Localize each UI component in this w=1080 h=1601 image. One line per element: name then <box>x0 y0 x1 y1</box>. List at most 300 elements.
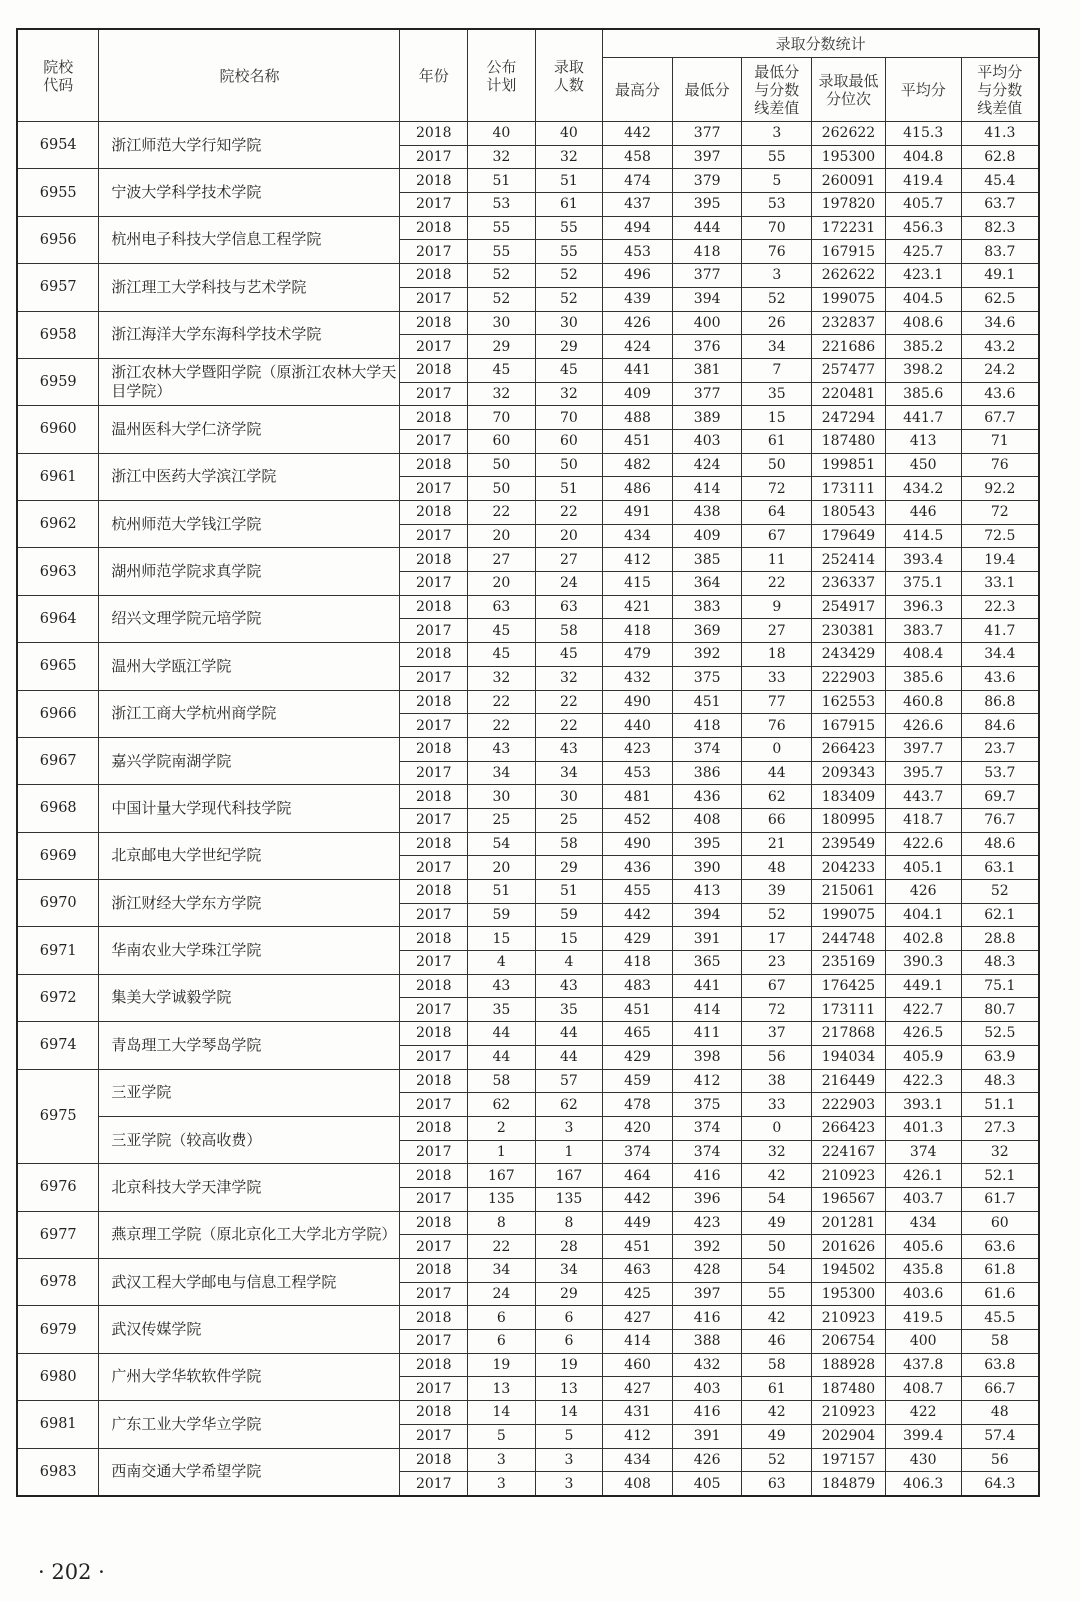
min-diff-cell: 63 <box>742 1472 812 1496</box>
min-score-cell: 395 <box>672 193 742 217</box>
school-code: 6959 <box>17 358 99 405</box>
min-rank-cell: 262622 <box>812 264 886 288</box>
table-row <box>17 406 1039 430</box>
min-diff-cell: 42 <box>742 1401 812 1425</box>
avg-score-cell: 375.1 <box>885 572 961 596</box>
min-score-cell: 392 <box>672 1235 742 1259</box>
avg-score-cell: 405.1 <box>885 856 961 880</box>
table-row <box>17 122 1039 146</box>
min-score-cell: 414 <box>672 477 742 501</box>
avg-score-cell: 385.6 <box>885 382 961 406</box>
min-score-cell: 377 <box>672 382 742 406</box>
min-score-cell: 390 <box>672 856 742 880</box>
school-code: 6954 <box>17 122 99 169</box>
min-rank-cell: 162553 <box>812 690 886 714</box>
plan-cell: 22 <box>468 714 536 738</box>
min-diff-cell: 76 <box>742 714 812 738</box>
min-rank-cell: 197157 <box>812 1448 886 1472</box>
avg-diff-cell: 63.1 <box>961 856 1039 880</box>
max-score-cell: 434 <box>603 524 673 548</box>
school-code: 6965 <box>17 643 99 690</box>
max-score-cell: 424 <box>603 335 673 359</box>
admitted-cell: 135 <box>535 1187 603 1211</box>
year-cell: 2017 <box>400 1045 468 1069</box>
avg-diff-cell: 92.2 <box>961 477 1039 501</box>
min-rank-cell: 187480 <box>812 429 886 453</box>
min-score-cell: 376 <box>672 335 742 359</box>
min-diff-cell: 23 <box>742 951 812 975</box>
avg-score-cell: 456.3 <box>885 216 961 240</box>
year-cell: 2017 <box>400 1472 468 1496</box>
max-score-cell: 453 <box>603 240 673 264</box>
avg-score-cell: 403.7 <box>885 1187 961 1211</box>
max-score-cell: 427 <box>603 1377 673 1401</box>
min-score-cell: 424 <box>672 453 742 477</box>
min-rank-cell: 167915 <box>812 714 886 738</box>
school-name: 青岛理工大学琴岛学院 <box>99 1022 400 1069</box>
avg-diff-cell: 69.7 <box>961 785 1039 809</box>
header-name: 院校名称 <box>99 29 400 122</box>
school-code: 6972 <box>17 974 99 1021</box>
plan-cell: 5 <box>468 1424 536 1448</box>
admitted-cell: 20 <box>535 524 603 548</box>
year-cell: 2017 <box>400 714 468 738</box>
table-row <box>17 311 1039 335</box>
min-score-cell: 369 <box>672 619 742 643</box>
avg-score-cell: 408.4 <box>885 643 961 667</box>
max-score-cell: 459 <box>603 1069 673 1093</box>
school-name: 绍兴文理学院元培学院 <box>99 595 400 642</box>
max-score-cell: 426 <box>603 311 673 335</box>
plan-cell: 43 <box>468 974 536 998</box>
min-diff-cell: 77 <box>742 690 812 714</box>
avg-diff-cell: 83.7 <box>961 240 1039 264</box>
admitted-cell: 34 <box>535 761 603 785</box>
school-name: 武汉工程大学邮电与信息工程学院 <box>99 1259 400 1306</box>
min-rank-cell: 206754 <box>812 1330 886 1354</box>
year-cell: 2017 <box>400 240 468 264</box>
avg-diff-cell: 63.9 <box>961 1045 1039 1069</box>
school-code: 6964 <box>17 595 99 642</box>
min-rank-cell: 199075 <box>812 287 886 311</box>
admitted-cell: 61 <box>535 193 603 217</box>
avg-diff-cell: 60 <box>961 1211 1039 1235</box>
min-score-cell: 423 <box>672 1211 742 1235</box>
avg-score-cell: 418.7 <box>885 808 961 832</box>
plan-cell: 54 <box>468 832 536 856</box>
min-rank-cell: 230381 <box>812 619 886 643</box>
table-row <box>17 1259 1039 1283</box>
max-score-cell: 451 <box>603 998 673 1022</box>
plan-cell: 53 <box>468 193 536 217</box>
admitted-cell: 63 <box>535 595 603 619</box>
year-cell: 2018 <box>400 406 468 430</box>
plan-cell: 22 <box>468 1235 536 1259</box>
min-rank-cell: 220481 <box>812 382 886 406</box>
min-diff-cell: 72 <box>742 477 812 501</box>
avg-score-cell: 408.6 <box>885 311 961 335</box>
plan-cell: 55 <box>468 216 536 240</box>
avg-diff-cell: 43.6 <box>961 382 1039 406</box>
year-cell: 2017 <box>400 429 468 453</box>
min-diff-cell: 27 <box>742 619 812 643</box>
plan-cell: 51 <box>468 169 536 193</box>
avg-diff-cell: 23.7 <box>961 737 1039 761</box>
avg-score-cell: 426 <box>885 880 961 904</box>
year-cell: 2017 <box>400 808 468 832</box>
admitted-cell: 44 <box>535 1022 603 1046</box>
admitted-cell: 29 <box>535 856 603 880</box>
school-name: 北京科技大学天津学院 <box>99 1164 400 1211</box>
plan-cell: 40 <box>468 122 536 146</box>
avg-score-cell: 426.5 <box>885 1022 961 1046</box>
min-rank-cell: 194502 <box>812 1259 886 1283</box>
min-diff-cell: 67 <box>742 524 812 548</box>
max-score-cell: 436 <box>603 856 673 880</box>
avg-diff-cell: 57.4 <box>961 1424 1039 1448</box>
min-rank-cell: 180995 <box>812 808 886 832</box>
admitted-cell: 51 <box>535 477 603 501</box>
min-score-cell: 395 <box>672 832 742 856</box>
school-code: 6968 <box>17 785 99 832</box>
plan-cell: 32 <box>468 382 536 406</box>
min-diff-cell: 37 <box>742 1022 812 1046</box>
header-avg-diff: 平均分 与分数 线差值 <box>961 58 1039 122</box>
avg-score-cell: 403.6 <box>885 1282 961 1306</box>
min-rank-cell: 215061 <box>812 880 886 904</box>
plan-cell: 29 <box>468 335 536 359</box>
year-cell: 2017 <box>400 1235 468 1259</box>
table-row <box>17 548 1039 572</box>
avg-score-cell: 441.7 <box>885 406 961 430</box>
avg-score-cell: 385.2 <box>885 335 961 359</box>
min-diff-cell: 64 <box>742 501 812 525</box>
school-name: 三亚学院（较高收费） <box>99 1116 400 1163</box>
min-diff-cell: 55 <box>742 145 812 169</box>
plan-cell: 62 <box>468 1093 536 1117</box>
avg-diff-cell: 43.6 <box>961 666 1039 690</box>
school-name: 浙江中医药大学滨江学院 <box>99 453 400 500</box>
min-diff-cell: 33 <box>742 1093 812 1117</box>
min-score-cell: 436 <box>672 785 742 809</box>
min-rank-cell: 195300 <box>812 1282 886 1306</box>
min-score-cell: 379 <box>672 169 742 193</box>
admitted-cell: 29 <box>535 1282 603 1306</box>
max-score-cell: 412 <box>603 1424 673 1448</box>
plan-cell: 44 <box>468 1045 536 1069</box>
avg-diff-cell: 64.3 <box>961 1472 1039 1496</box>
min-diff-cell: 70 <box>742 216 812 240</box>
min-rank-cell: 222903 <box>812 1093 886 1117</box>
year-cell: 2018 <box>400 453 468 477</box>
max-score-cell: 420 <box>603 1116 673 1140</box>
min-rank-cell: 239549 <box>812 832 886 856</box>
avg-diff-cell: 63.7 <box>961 193 1039 217</box>
avg-score-cell: 405.6 <box>885 1235 961 1259</box>
min-diff-cell: 26 <box>742 311 812 335</box>
plan-cell: 20 <box>468 524 536 548</box>
school-name: 中国计量大学现代科技学院 <box>99 785 400 832</box>
school-name: 华南农业大学珠江学院 <box>99 927 400 974</box>
avg-diff-cell: 48.6 <box>961 832 1039 856</box>
year-cell: 2017 <box>400 666 468 690</box>
max-score-cell: 442 <box>603 903 673 927</box>
admitted-cell: 57 <box>535 1069 603 1093</box>
min-rank-cell: 221686 <box>812 335 886 359</box>
admitted-cell: 13 <box>535 1377 603 1401</box>
avg-score-cell: 434.2 <box>885 477 961 501</box>
min-score-cell: 409 <box>672 524 742 548</box>
max-score-cell: 496 <box>603 264 673 288</box>
year-cell: 2017 <box>400 903 468 927</box>
min-rank-cell: 262622 <box>812 122 886 146</box>
min-diff-cell: 34 <box>742 335 812 359</box>
min-rank-cell: 254917 <box>812 595 886 619</box>
admitted-cell: 30 <box>535 311 603 335</box>
avg-score-cell: 449.1 <box>885 974 961 998</box>
min-rank-cell: 184879 <box>812 1472 886 1496</box>
table-row <box>17 737 1039 761</box>
min-score-cell: 374 <box>672 737 742 761</box>
avg-diff-cell: 52.5 <box>961 1022 1039 1046</box>
min-score-cell: 408 <box>672 808 742 832</box>
school-name: 浙江财经大学东方学院 <box>99 880 400 927</box>
min-rank-cell: 183409 <box>812 785 886 809</box>
school-code: 6956 <box>17 216 99 263</box>
year-cell: 2018 <box>400 1164 468 1188</box>
min-rank-cell: 188928 <box>812 1353 886 1377</box>
min-score-cell: 428 <box>672 1259 742 1283</box>
max-score-cell: 418 <box>603 951 673 975</box>
school-name: 集美大学诚毅学院 <box>99 974 400 1021</box>
min-diff-cell: 50 <box>742 1235 812 1259</box>
admitted-cell: 55 <box>535 216 603 240</box>
min-diff-cell: 18 <box>742 643 812 667</box>
plan-cell: 44 <box>468 1022 536 1046</box>
school-code: 6976 <box>17 1164 99 1211</box>
min-rank-cell: 201626 <box>812 1235 886 1259</box>
min-diff-cell: 33 <box>742 666 812 690</box>
year-cell: 2017 <box>400 1377 468 1401</box>
table-row <box>17 453 1039 477</box>
max-score-cell: 429 <box>603 927 673 951</box>
admitted-cell: 3 <box>535 1448 603 1472</box>
max-score-cell: 451 <box>603 429 673 453</box>
avg-diff-cell: 71 <box>961 429 1039 453</box>
avg-score-cell: 406.3 <box>885 1472 961 1496</box>
min-diff-cell: 42 <box>742 1164 812 1188</box>
plan-cell: 6 <box>468 1330 536 1354</box>
max-score-cell: 429 <box>603 1045 673 1069</box>
year-cell: 2018 <box>400 690 468 714</box>
min-score-cell: 412 <box>672 1069 742 1093</box>
avg-score-cell: 419.4 <box>885 169 961 193</box>
school-name: 三亚学院 <box>99 1069 400 1116</box>
min-rank-cell: 232837 <box>812 311 886 335</box>
header-admitted: 录取 人数 <box>535 29 603 122</box>
min-rank-cell: 222903 <box>812 666 886 690</box>
avg-diff-cell: 63.6 <box>961 1235 1039 1259</box>
table-row <box>17 785 1039 809</box>
admitted-cell: 40 <box>535 122 603 146</box>
header-min-diff: 最低分 与分数 线差值 <box>742 58 812 122</box>
min-diff-cell: 17 <box>742 927 812 951</box>
school-name: 武汉传媒学院 <box>99 1306 400 1353</box>
max-score-cell: 441 <box>603 358 673 382</box>
year-cell: 2018 <box>400 832 468 856</box>
header-min: 最低分 <box>672 58 742 122</box>
plan-cell: 8 <box>468 1211 536 1235</box>
avg-diff-cell: 72 <box>961 501 1039 525</box>
min-diff-cell: 11 <box>742 548 812 572</box>
max-score-cell: 479 <box>603 643 673 667</box>
admitted-cell: 55 <box>535 240 603 264</box>
school-name: 浙江师范大学行知学院 <box>99 122 400 169</box>
avg-diff-cell: 34.6 <box>961 311 1039 335</box>
avg-score-cell: 450 <box>885 453 961 477</box>
min-rank-cell: 167915 <box>812 240 886 264</box>
min-diff-cell: 61 <box>742 1377 812 1401</box>
max-score-cell: 488 <box>603 406 673 430</box>
min-diff-cell: 22 <box>742 572 812 596</box>
plan-cell: 51 <box>468 880 536 904</box>
max-score-cell: 453 <box>603 761 673 785</box>
avg-diff-cell: 62.1 <box>961 903 1039 927</box>
school-name: 浙江工商大学杭州商学院 <box>99 690 400 737</box>
max-score-cell: 431 <box>603 1401 673 1425</box>
avg-diff-cell: 84.6 <box>961 714 1039 738</box>
max-score-cell: 421 <box>603 595 673 619</box>
max-score-cell: 490 <box>603 690 673 714</box>
avg-diff-cell: 51.1 <box>961 1093 1039 1117</box>
min-score-cell: 381 <box>672 358 742 382</box>
year-cell: 2017 <box>400 619 468 643</box>
plan-cell: 20 <box>468 856 536 880</box>
admitted-cell: 4 <box>535 951 603 975</box>
min-score-cell: 441 <box>672 974 742 998</box>
max-score-cell: 414 <box>603 1330 673 1354</box>
min-score-cell: 398 <box>672 1045 742 1069</box>
school-name: 广州大学华软软件学院 <box>99 1353 400 1400</box>
plan-cell: 30 <box>468 785 536 809</box>
min-score-cell: 365 <box>672 951 742 975</box>
table-body <box>17 122 1039 1496</box>
school-name: 嘉兴学院南湖学院 <box>99 737 400 784</box>
plan-cell: 167 <box>468 1164 536 1188</box>
min-diff-cell: 55 <box>742 1282 812 1306</box>
school-name: 浙江海洋大学东海科学技术学院 <box>99 311 400 358</box>
min-diff-cell: 38 <box>742 1069 812 1093</box>
avg-diff-cell: 61.8 <box>961 1259 1039 1283</box>
header-min-rank: 录取最低 分位次 <box>812 58 886 122</box>
min-rank-cell: 236337 <box>812 572 886 596</box>
plan-cell: 32 <box>468 666 536 690</box>
min-rank-cell: 194034 <box>812 1045 886 1069</box>
min-score-cell: 391 <box>672 927 742 951</box>
min-score-cell: 375 <box>672 666 742 690</box>
plan-cell: 135 <box>468 1187 536 1211</box>
avg-diff-cell: 62.5 <box>961 287 1039 311</box>
avg-score-cell: 446 <box>885 501 961 525</box>
min-diff-cell: 72 <box>742 998 812 1022</box>
school-code: 6963 <box>17 548 99 595</box>
admitted-cell: 58 <box>535 619 603 643</box>
plan-cell: 25 <box>468 808 536 832</box>
plan-cell: 50 <box>468 477 536 501</box>
year-cell: 2018 <box>400 1116 468 1140</box>
admitted-cell: 22 <box>535 501 603 525</box>
table-row <box>17 1164 1039 1188</box>
max-score-cell: 464 <box>603 1164 673 1188</box>
school-code: 6981 <box>17 1401 99 1448</box>
admitted-cell: 51 <box>535 169 603 193</box>
year-cell: 2018 <box>400 1353 468 1377</box>
admitted-cell: 32 <box>535 145 603 169</box>
max-score-cell: 491 <box>603 501 673 525</box>
min-score-cell: 403 <box>672 429 742 453</box>
admitted-cell: 3 <box>535 1472 603 1496</box>
min-score-cell: 405 <box>672 1472 742 1496</box>
min-diff-cell: 5 <box>742 169 812 193</box>
admitted-cell: 15 <box>535 927 603 951</box>
max-score-cell: 460 <box>603 1353 673 1377</box>
avg-diff-cell: 61.7 <box>961 1187 1039 1211</box>
min-diff-cell: 67 <box>742 974 812 998</box>
avg-score-cell: 460.8 <box>885 690 961 714</box>
min-diff-cell: 66 <box>742 808 812 832</box>
avg-score-cell: 396.3 <box>885 595 961 619</box>
avg-diff-cell: 45.4 <box>961 169 1039 193</box>
avg-diff-cell: 76.7 <box>961 808 1039 832</box>
year-cell: 2018 <box>400 1448 468 1472</box>
plan-cell: 52 <box>468 287 536 311</box>
year-cell: 2017 <box>400 145 468 169</box>
admitted-cell: 167 <box>535 1164 603 1188</box>
min-diff-cell: 58 <box>742 1353 812 1377</box>
school-name: 西南交通大学希望学院 <box>99 1448 400 1496</box>
max-score-cell: 427 <box>603 1306 673 1330</box>
plan-cell: 30 <box>468 311 536 335</box>
school-code: 6971 <box>17 927 99 974</box>
school-code: 6970 <box>17 880 99 927</box>
min-diff-cell: 54 <box>742 1187 812 1211</box>
min-diff-cell: 50 <box>742 453 812 477</box>
avg-diff-cell: 82.3 <box>961 216 1039 240</box>
table-row <box>17 1022 1039 1046</box>
min-rank-cell: 201281 <box>812 1211 886 1235</box>
plan-cell: 6 <box>468 1306 536 1330</box>
admitted-cell: 51 <box>535 880 603 904</box>
avg-diff-cell: 48.3 <box>961 1069 1039 1093</box>
min-rank-cell: 187480 <box>812 1377 886 1401</box>
max-score-cell: 483 <box>603 974 673 998</box>
admitted-cell: 44 <box>535 1045 603 1069</box>
year-cell: 2018 <box>400 264 468 288</box>
min-rank-cell: 266423 <box>812 1116 886 1140</box>
avg-score-cell: 393.4 <box>885 548 961 572</box>
avg-diff-cell: 48.3 <box>961 951 1039 975</box>
min-score-cell: 397 <box>672 145 742 169</box>
min-rank-cell: 180543 <box>812 501 886 525</box>
avg-diff-cell: 49.1 <box>961 264 1039 288</box>
min-diff-cell: 44 <box>742 761 812 785</box>
avg-score-cell: 426.1 <box>885 1164 961 1188</box>
min-score-cell: 375 <box>672 1093 742 1117</box>
max-score-cell: 418 <box>603 619 673 643</box>
max-score-cell: 440 <box>603 714 673 738</box>
plan-cell: 13 <box>468 1377 536 1401</box>
admitted-cell: 19 <box>535 1353 603 1377</box>
